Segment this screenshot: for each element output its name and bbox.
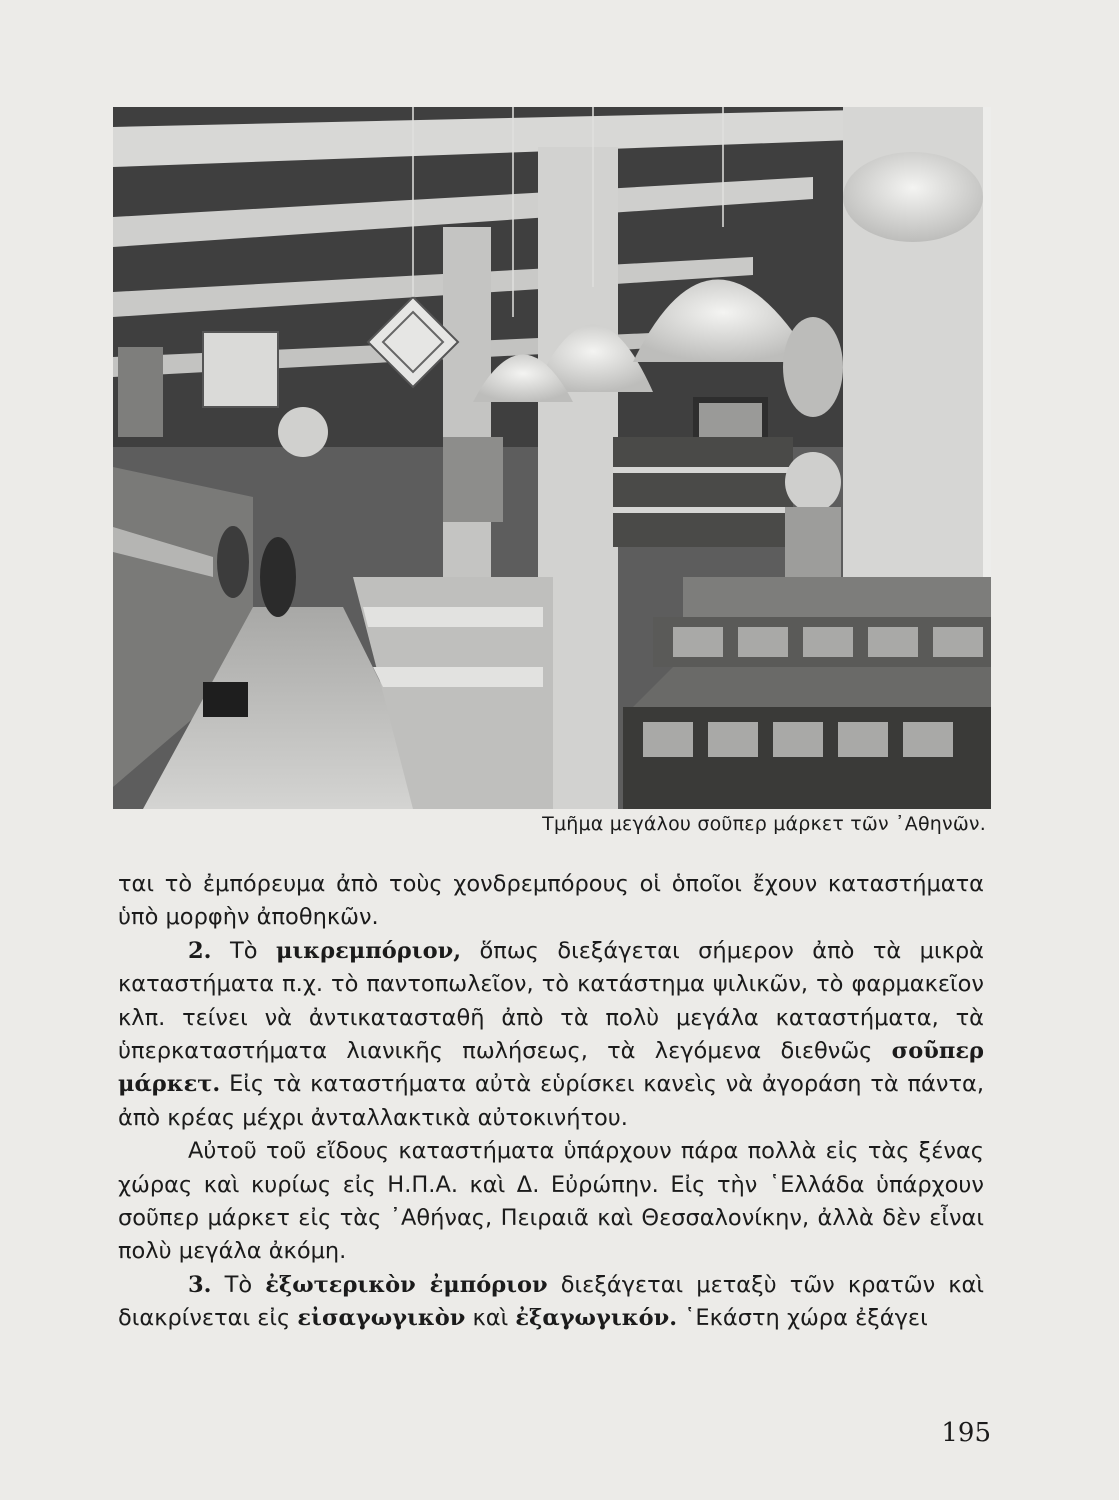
bold-term: μικρεμπόριον, <box>275 937 462 964</box>
text-run: διεξάγεται μεταξὺ τῶν κρατῶν καὶ διακρίνεται εἰς <box>118 1271 984 1332</box>
paragraph <box>118 868 984 935</box>
text-run: Τὸ <box>211 937 276 964</box>
paragraph <box>118 1269 984 1336</box>
bold-term: ἐξαγωγικόν. <box>515 1305 678 1332</box>
bold-term: ἐξωτερικὸν ἐμπόριον <box>265 1271 548 1298</box>
text-run: Εἰς τὰ καταστήματα αὐτὰ εὑρίσκει κανεὶς νὰ ἀγοράση τὰ πάντα, ἀπὸ κρέας μέχρι ἀνταλλακτικὰ αὐτοκινήτου. <box>118 1071 984 1131</box>
text-run: ὅπως διεξάγεται σήμερον ἀπὸ τὰ μικρὰ καταστήματα π.χ. τὸ παντοπωλεῖον, τὸ κατάστημα ψιλικῶν, τὸ φαρμακεῖον κλπ. τείνει νὰ ἀντικατασταθῆ ἀπὸ τὰ πολὺ μεγάλα καταστήματα, τὰ ὑπερκαταστήματα λιανικῆς πωλήσεως, τὰ λεγόμενα διεθνῶς <box>118 937 984 1065</box>
supermarket-photo <box>113 107 991 809</box>
figure-caption: Τμῆμα μεγάλου σοῦπερ μάρκετ τῶν ᾿Αθηνῶν. <box>542 813 986 835</box>
text-run: ται τὸ ἐμπόρευμα ἀπὸ τοὺς χονδρεμπόρους οἱ ὁποῖοι ἔχουν καταστήματα ὑπὸ μορφὴν ἀποθηκῶν. <box>118 871 984 931</box>
text-run: Τὸ <box>211 1271 266 1298</box>
bold-term: 3. <box>188 1271 212 1298</box>
text-run: Αὐτοῦ τοῦ εἴδους καταστήματα ὑπάρχουν πάρα πολλὰ εἰς τὰς ξένας χώρας καὶ κυρίως εἰς Η.Π.Α. καὶ Δ. Εὐρώπην. Εἰς τὴν ῾Ελλάδα ὑπάρχουν σοῦπερ μάρκετ εἰς τὰς ᾿Αθήνας, Πειραιᾶ καὶ Θεσσαλονίκην, ἀλλὰ δὲν εἶναι πολὺ μεγάλα ἀκόμη. <box>118 1138 984 1265</box>
body-text <box>118 868 984 1336</box>
bold-term: σοῦπερ μάρκετ. <box>118 1038 984 1098</box>
text-run: καὶ <box>465 1305 516 1332</box>
page-number: 195 <box>941 1418 991 1448</box>
bold-term: εἰσαγωγικὸν <box>297 1305 466 1332</box>
bold-term: 2. <box>188 937 212 964</box>
text-run: ῾Εκάστη χώρα ἐξάγει <box>677 1305 928 1332</box>
paragraph <box>118 935 984 1135</box>
paragraph <box>118 1135 984 1269</box>
